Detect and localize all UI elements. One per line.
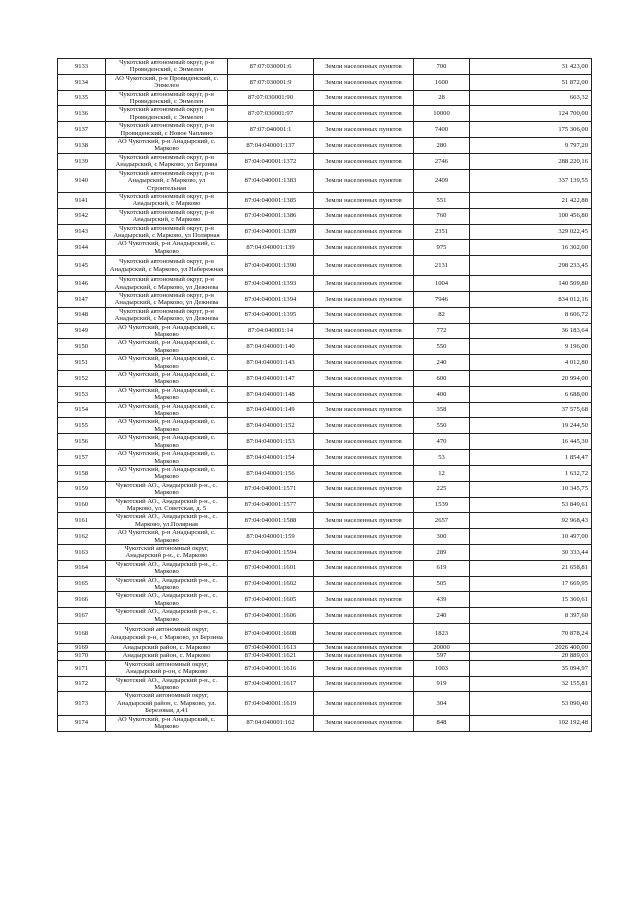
area-cell: 400	[414, 386, 470, 402]
row-number: 9174	[58, 715, 106, 731]
address-cell: АО Чукотский, р-н Анадырский, с. Марково	[106, 418, 228, 434]
table-row	[58, 291, 592, 307]
row-number: 9154	[58, 402, 106, 418]
cadastral-value-cell: 32 155,81	[470, 676, 592, 692]
area-cell: 1003	[414, 660, 470, 676]
cadastral-number-cell: 87:04:040001:148	[228, 386, 314, 402]
row-number: 9135	[58, 90, 106, 106]
land-category-cell: Земли населенных пунктов	[314, 660, 414, 676]
row-number: 9141	[58, 192, 106, 208]
row-number: 9153	[58, 386, 106, 402]
land-category-cell: Земли населенных пунктов	[314, 74, 414, 90]
area-cell: 82	[414, 307, 470, 323]
table-row	[58, 74, 592, 90]
table-row	[58, 692, 592, 715]
row-number: 9162	[58, 529, 106, 545]
cadastral-number-cell: 87:04:040001:1601	[228, 560, 314, 576]
land-category-cell: Земли населенных пунктов	[314, 624, 414, 644]
address-cell: Чукотский автономный округ, р-н Провиденский, с Энмелен	[106, 106, 228, 122]
table-row	[58, 560, 592, 576]
cadastral-number-cell: 87:04:040001:14	[228, 323, 314, 339]
cadastral-value-cell: 53 090,40	[470, 692, 592, 715]
area-cell: 10000	[414, 106, 470, 122]
row-number: 9156	[58, 434, 106, 450]
area-cell: 760	[414, 208, 470, 224]
cadastral-number-cell: 87:04:040001:1372	[228, 153, 314, 169]
land-category-cell: Земли населенных пунктов	[314, 481, 414, 497]
land-category-cell: Земли населенных пунктов	[314, 676, 414, 692]
row-number: 9150	[58, 339, 106, 355]
cadastral-value-cell: 2026 400,00	[470, 644, 592, 652]
address-cell: АО Чукотский, р-н Анадырский, с. Марково	[106, 355, 228, 371]
area-cell: 2657	[414, 513, 470, 529]
address-cell: Чукотский автономный округ, р-н Анадырский, с Марково, ул Дежнева	[106, 307, 228, 323]
address-cell: Анадырский район, с. Марково	[106, 652, 228, 660]
row-number: 9163	[58, 544, 106, 560]
address-cell: Чукотский автономный округ, р-н Анадырский, с Марково, ул Дежнева	[106, 291, 228, 307]
land-category-cell: Земли населенных пунктов	[314, 529, 414, 545]
table-row	[58, 434, 592, 450]
area-cell: 7946	[414, 291, 470, 307]
cadastral-value-cell: 124 700,00	[470, 106, 592, 122]
row-number: 9169	[58, 644, 106, 652]
cadastral-number-cell: 87:04:040001:1613	[228, 644, 314, 652]
cadastral-value-cell: 15 360,61	[470, 592, 592, 608]
cadastral-number-cell: 87:04:040001:137	[228, 138, 314, 154]
cadastral-value-cell: 9 196,00	[470, 339, 592, 355]
row-number: 9149	[58, 323, 106, 339]
cadastral-value-cell: 20 994,00	[470, 371, 592, 387]
table-body	[58, 59, 592, 732]
table-row	[58, 153, 592, 169]
address-cell: АО Чукотский, р-н Анадырский, с. Марково	[106, 386, 228, 402]
address-cell: Чукотский автономный округ, Анадырский район, с. Марково, ул. Березовая, д.41	[106, 692, 228, 715]
cadastral-value-cell: 329 022,45	[470, 224, 592, 240]
cadastral-value-cell: 102 192,48	[470, 715, 592, 731]
cadastral-value-cell: 663,32	[470, 90, 592, 106]
area-cell: 1823	[414, 624, 470, 644]
table-row	[58, 676, 592, 692]
cadastral-number-cell: 87:07:030001:97	[228, 106, 314, 122]
area-cell: 225	[414, 481, 470, 497]
land-category-cell: Земли населенных пунктов	[314, 153, 414, 169]
area-cell: 550	[414, 339, 470, 355]
area-cell: 2409	[414, 169, 470, 192]
cadastral-number-cell: 87:04:040001:152	[228, 418, 314, 434]
cadastral-value-cell: 8 397,60	[470, 608, 592, 624]
area-cell: 53	[414, 450, 470, 466]
cadastral-number-cell: 87:04:040001:1619	[228, 692, 314, 715]
address-cell: Чукотский автономный округ, Анадырский р-н., с. Марково	[106, 544, 228, 560]
row-number: 9136	[58, 106, 106, 122]
cadastral-number-cell: 87:04:040001:143	[228, 355, 314, 371]
land-category-cell: Земли населенных пунктов	[314, 192, 414, 208]
cadastral-number-cell: 87:04:040001:1577	[228, 497, 314, 513]
land-category-cell: Земли населенных пунктов	[314, 434, 414, 450]
table-row	[58, 715, 592, 731]
land-category-cell: Земли населенных пунктов	[314, 560, 414, 576]
address-cell: Чукотский АО., Анадырский р-н., с. Марково	[106, 560, 228, 576]
row-number: 9143	[58, 224, 106, 240]
address-cell: Анадырский район, с. Марково	[106, 644, 228, 652]
area-cell: 551	[414, 192, 470, 208]
table-row	[58, 513, 592, 529]
row-number: 9144	[58, 240, 106, 256]
cadastral-value-cell: 288 220,16	[470, 153, 592, 169]
land-category-cell: Земли населенных пунктов	[314, 371, 414, 387]
address-cell: Чукотский автономный округ, р-н Провиденский, с Новое Чаплино	[106, 122, 228, 138]
row-number: 9155	[58, 418, 106, 434]
cadastral-value-cell: 31 423,00	[470, 59, 592, 75]
cadastral-number-cell: 87:04:040001:153	[228, 434, 314, 450]
row-number: 9139	[58, 153, 106, 169]
table-row	[58, 256, 592, 276]
area-cell: 919	[414, 676, 470, 692]
land-category-cell: Земли населенных пунктов	[314, 256, 414, 276]
row-number: 9166	[58, 592, 106, 608]
cadastral-number-cell: 87:07:030001:90	[228, 90, 314, 106]
cadastral-number-cell: 87:07:040001:1	[228, 122, 314, 138]
row-number: 9168	[58, 624, 106, 644]
area-cell: 240	[414, 355, 470, 371]
address-cell: Чукотский автономный округ, р-н Анадырский, с Марково, ул Берзина	[106, 153, 228, 169]
cadastral-number-cell: 87:04:040001:149	[228, 402, 314, 418]
land-category-cell: Земли населенных пунктов	[314, 692, 414, 715]
area-cell: 2131	[414, 256, 470, 276]
row-number: 9147	[58, 291, 106, 307]
row-number: 9170	[58, 652, 106, 660]
cadastral-number-cell: 87:04:040001:1571	[228, 481, 314, 497]
table-row	[58, 465, 592, 481]
table-row	[58, 240, 592, 256]
area-cell: 240	[414, 608, 470, 624]
cadastral-value-cell: 53 849,61	[470, 497, 592, 513]
land-category-cell: Земли населенных пунктов	[314, 386, 414, 402]
address-cell: Чукотский автономный округ, р-н Анадырский, с Марково	[106, 208, 228, 224]
cadastral-number-cell: 87:07:030001:6	[228, 59, 314, 75]
land-category-cell: Земли населенных пунктов	[314, 576, 414, 592]
area-cell: 289	[414, 544, 470, 560]
area-cell: 300	[414, 529, 470, 545]
land-category-cell: Земли населенных пунктов	[314, 106, 414, 122]
cadastral-value-cell: 70 878,24	[470, 624, 592, 644]
area-cell: 28	[414, 90, 470, 106]
land-category-cell: Земли населенных пунктов	[314, 224, 414, 240]
cadastral-value-cell: 20 889,03	[470, 652, 592, 660]
cadastral-number-cell: 87:04:040001:154	[228, 450, 314, 466]
cadastral-value-cell: 17 669,95	[470, 576, 592, 592]
area-cell: 439	[414, 592, 470, 608]
land-category-cell: Земли населенных пунктов	[314, 450, 414, 466]
table-row	[58, 592, 592, 608]
cadastral-number-cell: 87:04:040001:1393	[228, 276, 314, 292]
table-row	[58, 544, 592, 560]
address-cell: Чукотский автономный округ, р-н Провиденский, с Энмелен	[106, 90, 228, 106]
cadastral-number-cell: 87:04:040001:1602	[228, 576, 314, 592]
table-row	[58, 450, 592, 466]
row-number: 9133	[58, 59, 106, 75]
table-row	[58, 122, 592, 138]
cadastral-value-cell: 4 012,80	[470, 355, 592, 371]
cadastral-number-cell: 87:04:040001:1621	[228, 652, 314, 660]
row-number: 9173	[58, 692, 106, 715]
row-number: 9134	[58, 74, 106, 90]
land-category-cell: Земли населенных пунктов	[314, 592, 414, 608]
area-cell: 2351	[414, 224, 470, 240]
cadastral-number-cell: 87:04:040001:139	[228, 240, 314, 256]
table-row	[58, 224, 592, 240]
address-cell: АО Чукотский, р-н Анадырский, с. Марково	[106, 450, 228, 466]
cadastral-number-cell: 87:04:040001:140	[228, 339, 314, 355]
cadastral-number-cell: 87:04:040001:1389	[228, 224, 314, 240]
cadastral-number-cell: 87:04:040001:147	[228, 371, 314, 387]
land-category-cell: Земли населенных пунктов	[314, 644, 414, 652]
area-cell: 470	[414, 434, 470, 450]
cadastral-value-cell: 16 445,30	[470, 434, 592, 450]
area-cell: 597	[414, 652, 470, 660]
table-row	[58, 660, 592, 676]
address-cell: Чукотский автономный округ, р-н Анадырский, с Марково, ул Строительная	[106, 169, 228, 192]
land-category-cell: Земли населенных пунктов	[314, 418, 414, 434]
land-category-cell: Земли населенных пунктов	[314, 339, 414, 355]
area-cell: 772	[414, 323, 470, 339]
area-cell: 848	[414, 715, 470, 731]
land-category-cell: Земли населенных пунктов	[314, 307, 414, 323]
cadastral-number-cell: 87:04:040001:1605	[228, 592, 314, 608]
address-cell: Чукотский АО., Анадырский р-н., с. Марково, ул.Полярная	[106, 513, 228, 529]
land-category-cell: Земли населенных пунктов	[314, 497, 414, 513]
table-row	[58, 386, 592, 402]
land-category-cell: Земли населенных пунктов	[314, 122, 414, 138]
address-cell: АО Чукотский, р-н Анадырский, с. Марково	[106, 323, 228, 339]
area-cell: 7400	[414, 122, 470, 138]
cadastral-value-cell: 175 306,00	[470, 122, 592, 138]
land-category-cell: Земли населенных пунктов	[314, 608, 414, 624]
address-cell: Чукотский автономный округ, р-н Анадырский, с Марково, ул Полярная	[106, 224, 228, 240]
address-cell: АО Чукотский, р-н Анадырский, с. Марково	[106, 138, 228, 154]
cadastral-number-cell: 87:04:040001:156	[228, 465, 314, 481]
cadastral-value-cell: 140 509,80	[470, 276, 592, 292]
land-category-cell: Земли населенных пунктов	[314, 652, 414, 660]
table-row	[58, 576, 592, 592]
address-cell: АО Чукотский, р-н Анадырский, с. Марково	[106, 529, 228, 545]
row-number: 9142	[58, 208, 106, 224]
cadastral-number-cell: 87:04:040001:1616	[228, 660, 314, 676]
row-number: 9140	[58, 169, 106, 192]
address-cell: Чукотский автономный округ, р-н Провиденский, с Энмелен	[106, 59, 228, 75]
cadastral-value-cell: 37 575,68	[470, 402, 592, 418]
cadastral-number-cell: 87:04:040001:159	[228, 529, 314, 545]
cadastral-value-cell: 19 244,50	[470, 418, 592, 434]
cadastral-number-cell: 87:07:030001:9	[228, 74, 314, 90]
area-cell: 619	[414, 560, 470, 576]
area-cell: 700	[414, 59, 470, 75]
cadastral-number-cell: 87:04:040001:1588	[228, 513, 314, 529]
address-cell: Чукотский автономный округ, р-н Анадырский, с Марково, ул Набережная	[106, 256, 228, 276]
address-cell: АО Чукотский, р-н Анадырский, с. Марково	[106, 240, 228, 256]
cadastral-number-cell: 87:04:040001:1390	[228, 256, 314, 276]
area-cell: 20000	[414, 644, 470, 652]
address-cell: Чукотский АО., Анадырский р-н., с. Марково	[106, 576, 228, 592]
address-cell: АО Чукотский, р-н Провиденский, с. Энмелен	[106, 74, 228, 90]
row-number: 9161	[58, 513, 106, 529]
table-row	[58, 59, 592, 75]
table-row	[58, 644, 592, 652]
area-cell: 1539	[414, 497, 470, 513]
area-cell: 975	[414, 240, 470, 256]
row-number: 9171	[58, 660, 106, 676]
land-category-cell: Земли населенных пунктов	[314, 240, 414, 256]
address-cell: Чукотский автономный округ, р-н Анадырский, с Марково, ул Дежнева	[106, 276, 228, 292]
area-cell: 358	[414, 402, 470, 418]
row-number: 9146	[58, 276, 106, 292]
address-cell: Чукотский АО., Анадырский р-н., с. Марково	[106, 592, 228, 608]
land-category-cell: Земли населенных пунктов	[314, 715, 414, 731]
table-row	[58, 652, 592, 660]
cadastral-value-cell: 10 345,75	[470, 481, 592, 497]
row-number: 9167	[58, 608, 106, 624]
cadastral-number-cell: 87:04:040001:162	[228, 715, 314, 731]
area-cell: 600	[414, 371, 470, 387]
cadastral-value-cell: 51 872,00	[470, 74, 592, 90]
address-cell: Чукотский АО., Анадырский р-н., с. Марково, ул. Советская, д. 5	[106, 497, 228, 513]
address-cell: Чукотский АО., Анадырский р-н., с. Марково	[106, 676, 228, 692]
cadastral-value-cell: 337 139,55	[470, 169, 592, 192]
cadastral-number-cell: 87:04:040001:1606	[228, 608, 314, 624]
cadastral-number-cell: 87:04:040001:1617	[228, 676, 314, 692]
table-row	[58, 497, 592, 513]
land-category-cell: Земли населенных пунктов	[314, 208, 414, 224]
row-number: 9164	[58, 560, 106, 576]
land-category-cell: Земли населенных пунктов	[314, 90, 414, 106]
row-number: 9151	[58, 355, 106, 371]
cadastral-number-cell: 87:04:040001:1594	[228, 544, 314, 560]
cadastral-value-cell: 36 183,64	[470, 323, 592, 339]
cadastral-number-cell: 87:04:040001:1395	[228, 307, 314, 323]
table-row	[58, 169, 592, 192]
area-cell: 12	[414, 465, 470, 481]
row-number: 9172	[58, 676, 106, 692]
row-number: 9148	[58, 307, 106, 323]
row-number: 9145	[58, 256, 106, 276]
cadastral-value-cell: 1 854,47	[470, 450, 592, 466]
land-category-cell: Земли населенных пунктов	[314, 402, 414, 418]
table-row	[58, 192, 592, 208]
address-cell: АО Чукотский, р-н Анадырский, с. Марково	[106, 402, 228, 418]
land-category-cell: Земли населенных пунктов	[314, 355, 414, 371]
table-row	[58, 106, 592, 122]
table-row	[58, 339, 592, 355]
area-cell: 505	[414, 576, 470, 592]
land-category-cell: Земли населенных пунктов	[314, 323, 414, 339]
row-number: 9159	[58, 481, 106, 497]
land-category-cell: Земли населенных пунктов	[314, 138, 414, 154]
land-category-cell: Земли населенных пунктов	[314, 513, 414, 529]
row-number: 9160	[58, 497, 106, 513]
address-cell: АО Чукотский, р-н Анадырский, с. Марково	[106, 339, 228, 355]
table-row	[58, 276, 592, 292]
row-number: 9158	[58, 465, 106, 481]
land-registry-table	[57, 58, 592, 732]
address-cell: АО Чукотский, р-н Анадырский, с. Марково	[106, 371, 228, 387]
address-cell: Чукотский автономный округ, Анадырский р-н, с Марково, ул Берзина	[106, 624, 228, 644]
table-row	[58, 418, 592, 434]
table-row	[58, 307, 592, 323]
cadastral-value-cell: 834 012,16	[470, 291, 592, 307]
table-row	[58, 371, 592, 387]
table-row	[58, 624, 592, 644]
row-number: 9165	[58, 576, 106, 592]
row-number: 9152	[58, 371, 106, 387]
land-category-cell: Земли населенных пунктов	[314, 59, 414, 75]
cadastral-number-cell: 87:04:040001:1385	[228, 192, 314, 208]
cadastral-value-cell: 21 658,81	[470, 560, 592, 576]
land-category-cell: Земли населенных пунктов	[314, 291, 414, 307]
area-cell: 304	[414, 692, 470, 715]
table-row	[58, 138, 592, 154]
address-cell: АО Чукотский, р-н Анадырский, с. Марково	[106, 715, 228, 731]
land-category-cell: Земли населенных пунктов	[314, 465, 414, 481]
row-number: 9157	[58, 450, 106, 466]
area-cell: 280	[414, 138, 470, 154]
table-row	[58, 481, 592, 497]
cadastral-value-cell: 10 497,00	[470, 529, 592, 545]
area-cell: 2746	[414, 153, 470, 169]
cadastral-value-cell: 16 302,00	[470, 240, 592, 256]
address-cell: Чукотский АО., Анадырский р-н., с. Марково	[106, 608, 228, 624]
table-row	[58, 529, 592, 545]
table-row	[58, 402, 592, 418]
land-category-cell: Земли населенных пунктов	[314, 544, 414, 560]
area-cell: 1600	[414, 74, 470, 90]
address-cell: АО Чукотский, р-н Анадырский, с. Марково	[106, 434, 228, 450]
table-row	[58, 355, 592, 371]
table-row	[58, 608, 592, 624]
cadastral-value-cell: 9 797,20	[470, 138, 592, 154]
cadastral-value-cell: 92 968,43	[470, 513, 592, 529]
cadastral-value-cell: 298 233,45	[470, 256, 592, 276]
cadastral-value-cell: 100 456,80	[470, 208, 592, 224]
area-cell: 1004	[414, 276, 470, 292]
address-cell: АО Чукотский, р-н Анадырский, с. Марково	[106, 465, 228, 481]
address-cell: Чукотский автономный округ, р-н Анадырский, с Марково	[106, 192, 228, 208]
row-number: 9138	[58, 138, 106, 154]
cadastral-number-cell: 87:04:040001:1608	[228, 624, 314, 644]
cadastral-value-cell: 21 422,88	[470, 192, 592, 208]
land-category-cell: Земли населенных пунктов	[314, 169, 414, 192]
table-row	[58, 208, 592, 224]
row-number: 9137	[58, 122, 106, 138]
cadastral-value-cell: 1 632,72	[470, 465, 592, 481]
area-cell: 550	[414, 418, 470, 434]
cadastral-value-cell: 30 333,44	[470, 544, 592, 560]
cadastral-number-cell: 87:04:040001:1394	[228, 291, 314, 307]
table-row	[58, 323, 592, 339]
table-row	[58, 90, 592, 106]
cadastral-value-cell: 6 688,00	[470, 386, 592, 402]
address-cell: Чукотский автономный округ, Анадырский р-он, с Марково	[106, 660, 228, 676]
cadastral-number-cell: 87:04:040001:1386	[228, 208, 314, 224]
land-category-cell: Земли населенных пунктов	[314, 276, 414, 292]
cadastral-number-cell: 87:04:040001:1383	[228, 169, 314, 192]
cadastral-value-cell: 8 606,72	[470, 307, 592, 323]
cadastral-value-cell: 35 094,97	[470, 660, 592, 676]
address-cell: Чукотский АО., Анадырский р-н., с. Марково	[106, 481, 228, 497]
